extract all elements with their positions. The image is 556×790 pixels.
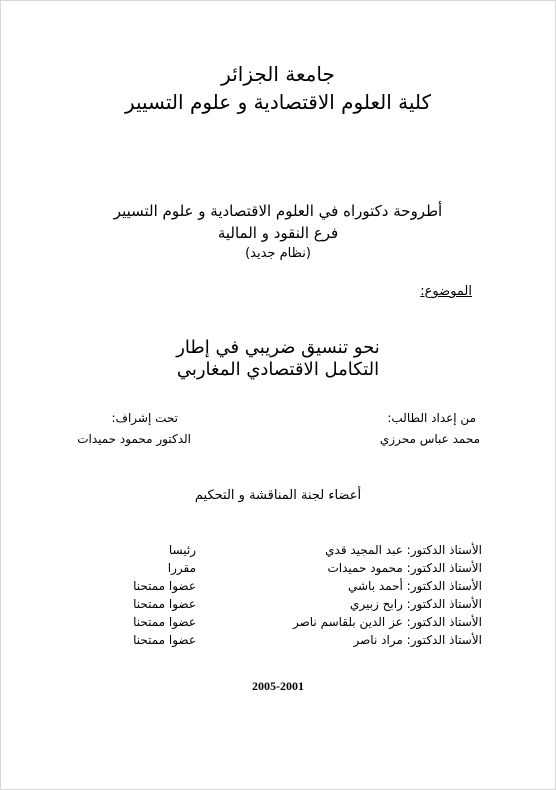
thesis-system: (نظام جديد) <box>245 246 311 261</box>
faculty-name: كلية العلوم الاقتصادية و علوم التسيير <box>124 90 432 114</box>
committee-role: عضوا ممتحنا <box>133 597 196 611</box>
student-name: محمد عباس محرزي <box>379 432 480 446</box>
committee-role: عضوا ممتحنا <box>133 579 196 593</box>
committee-member: الأستاذ الدكتور: عبد المجيد قدي <box>325 543 482 557</box>
supervisor-name: الدكتور محمود حميدات <box>77 432 191 446</box>
subject-title-line2: التكامل الاقتصادي المغاربي <box>176 359 380 380</box>
committee-role: عضوا ممتحنا <box>133 615 196 629</box>
committee-role: رئيسا <box>168 543 196 557</box>
university-name: جامعة الجزائر <box>221 62 335 86</box>
committee-member: الأستاذ الدكتور: مراد ناصر <box>353 633 482 647</box>
committee-member: الأستاذ الدكتور: رابح زبيري <box>350 597 482 611</box>
subject-title-line1: نحو تنسيق ضريبي في إطار <box>176 337 380 358</box>
supervised-by-label: تحت إشراف: <box>111 411 178 425</box>
subject-label: الموضوع: <box>420 284 472 299</box>
thesis-branch: فرع النقود و المالية <box>217 224 339 242</box>
academic-years: 2005-2001 <box>252 679 304 693</box>
committee-member: الأستاذ الدكتور: عز الدين بلقاسم ناصر <box>292 615 482 629</box>
committee-role: عضوا ممتحنا <box>133 633 196 647</box>
committee-role: مقررا <box>167 561 196 575</box>
committee-title: أعضاء لجنة المناقشة و التحكيم <box>194 488 362 503</box>
prepared-by-label: من إعداد الطالب: <box>387 411 476 425</box>
thesis-degree: أطروحة دكتوراه في العلوم الاقتصادية و علوم التسيير <box>113 202 443 220</box>
committee-member: الأستاذ الدكتور: أحمد باشي <box>348 579 482 593</box>
committee-member: الأستاذ الدكتور: محمود حميدات <box>327 561 482 575</box>
